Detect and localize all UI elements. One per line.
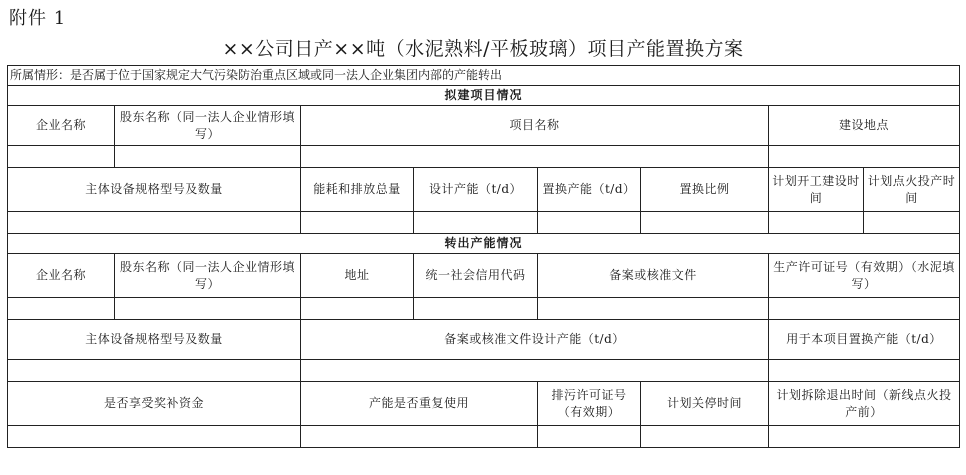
header-replacement-ratio: 置换比例 (641, 168, 769, 212)
header-company-name: 企业名称 (8, 106, 115, 146)
input-cell[interactable] (864, 212, 960, 234)
input-cell[interactable] (301, 426, 538, 448)
input-cell[interactable] (115, 298, 301, 320)
input-cell[interactable] (769, 360, 960, 382)
input-cell[interactable] (414, 298, 538, 320)
input-cell[interactable] (769, 146, 960, 168)
header-project-name: 项目名称 (301, 106, 769, 146)
input-cell[interactable] (8, 298, 115, 320)
header-design-capacity: 设计产能（t/d） (414, 168, 538, 212)
input-cell[interactable] (538, 426, 641, 448)
header-replacement-capacity: 置换产能（t/d） (538, 168, 641, 212)
input-cell[interactable] (641, 426, 769, 448)
header-shareholder-name: 股东名称（同一法人企业情形填写） (115, 106, 301, 146)
header-shareholder-name: 股东名称（同一法人企业情形填写） (115, 254, 301, 298)
input-cell[interactable] (301, 298, 414, 320)
header-planned-shutdown: 计划关停时间 (641, 382, 769, 426)
header-filing-document: 备案或核准文件 (538, 254, 769, 298)
header-used-capacity: 用于本项目置换产能（t/d） (769, 320, 960, 360)
input-cell[interactable] (769, 212, 864, 234)
input-cell[interactable] (414, 212, 538, 234)
header-main-equipment: 主体设备规格型号及数量 (8, 168, 301, 212)
section-transfer-capacity: 转出产能情况 (8, 234, 960, 254)
input-cell[interactable] (769, 426, 960, 448)
capacity-replacement-table (7, 65, 960, 448)
header-main-equipment: 主体设备规格型号及数量 (8, 320, 301, 360)
situation-note: 所属情形：是否属于位于国家规定大气污染防治重点区域或同一法人企业集团内部的产能转出 (8, 66, 960, 86)
input-cell[interactable] (8, 426, 301, 448)
header-address: 地址 (301, 254, 414, 298)
input-cell[interactable] (8, 146, 115, 168)
header-construction-location: 建设地点 (769, 106, 960, 146)
header-company-name: 企业名称 (8, 254, 115, 298)
header-capacity-reuse: 产能是否重复使用 (301, 382, 538, 426)
input-cell[interactable] (8, 360, 301, 382)
header-planned-demolition: 计划拆除退出时间（新线点火投产前） (769, 382, 960, 426)
header-credit-code: 统一社会信用代码 (414, 254, 538, 298)
input-cell[interactable] (641, 212, 769, 234)
header-planned-start: 计划开工建设时间 (769, 168, 864, 212)
header-filing-design-capacity: 备案或核准文件设计产能（t/d） (301, 320, 769, 360)
input-cell[interactable] (538, 212, 641, 234)
section-new-project: 拟建项目情况 (8, 86, 960, 106)
header-production-license: 生产许可证号（有效期）（水泥填写） (769, 254, 960, 298)
input-cell[interactable] (301, 360, 769, 382)
header-energy-emission: 能耗和排放总量 (301, 168, 414, 212)
attachment-label: 附件 1 (9, 8, 67, 29)
header-planned-ignition: 计划点火投产时间 (864, 168, 960, 212)
header-subsidy: 是否享受奖补资金 (8, 382, 301, 426)
input-cell[interactable] (301, 212, 414, 234)
input-cell[interactable] (301, 146, 769, 168)
header-discharge-permit: 排污许可证号（有效期） (538, 382, 641, 426)
input-cell[interactable] (115, 146, 301, 168)
input-cell[interactable] (8, 212, 301, 234)
input-cell[interactable] (769, 298, 960, 320)
input-cell[interactable] (538, 298, 769, 320)
document-title: ××公司日产××吨（水泥熟料/平板玻璃）项目产能置换方案 (222, 38, 744, 60)
